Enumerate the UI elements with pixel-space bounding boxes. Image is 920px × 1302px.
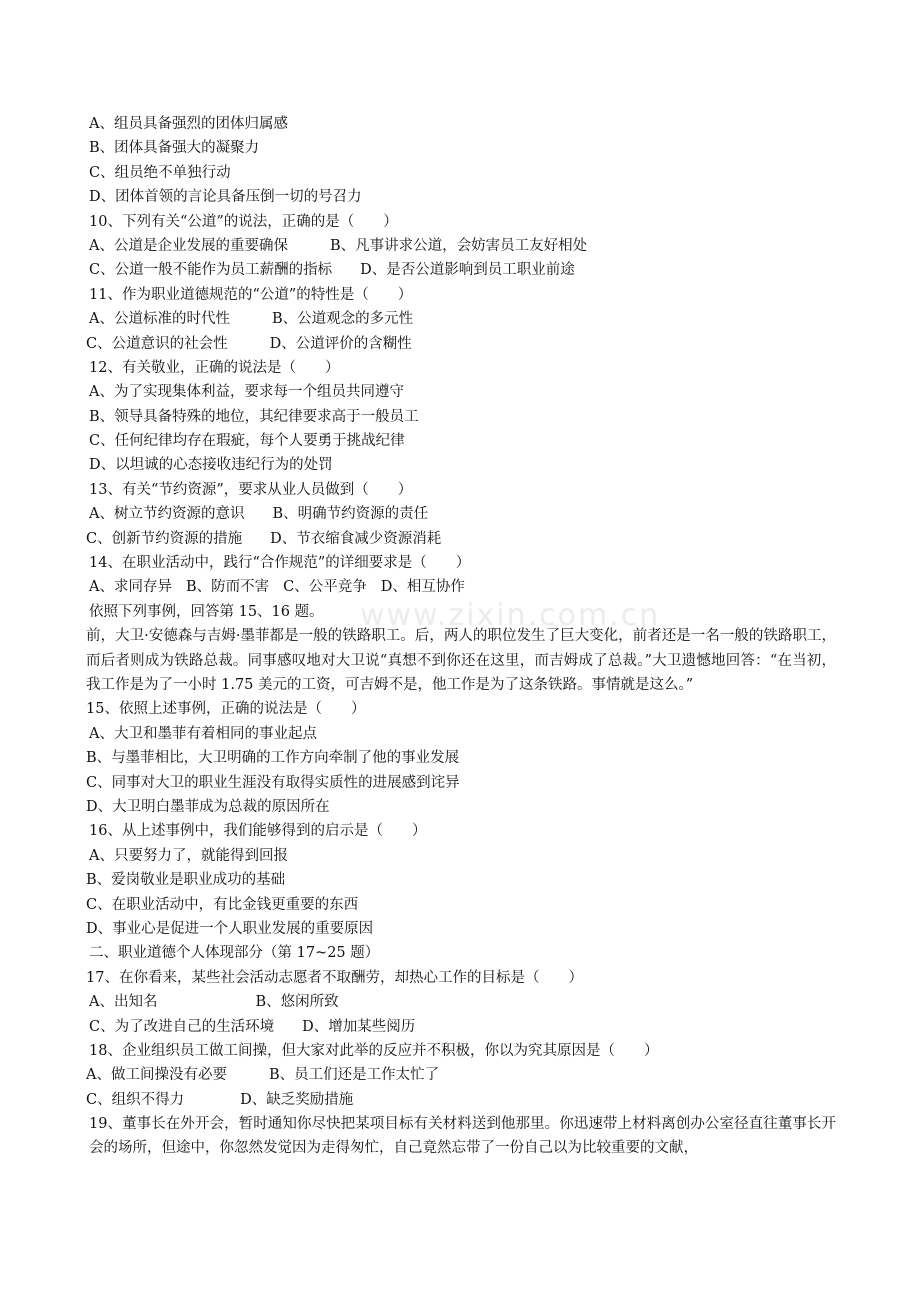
- q11-option-d: D、公道评价的含糊性: [269, 335, 412, 352]
- q17-options-ab: [86, 990, 836, 1014]
- q9-option-a: A、组员具备强烈的团体归属感: [89, 116, 288, 132]
- q17-option-d: D、增加某些阅历: [302, 1018, 416, 1035]
- q9-option-d: D、团体首领的言论具备压倒一切的号召力: [89, 189, 362, 206]
- q13-options-ab: [86, 502, 836, 526]
- q17-option-a: A、出知名: [89, 994, 158, 1011]
- q14-option-c: C、公平竞争: [283, 579, 367, 596]
- q18-options-ab: [86, 1063, 836, 1087]
- q10-options-ab: [86, 234, 836, 258]
- q11-option-c: C、公道意识的社会性: [86, 335, 228, 352]
- q19-stem: 19、董事长在外开会，暂时通知你尽快把某项目标有关材料送到他那里。你迅速带上材料离创办公室径直往董事长开会的场所，但途中，你忽然发觉因为走得匆忙，自己竟然忘带了一份自己以为比较重要的文献，: [89, 1116, 836, 1157]
- q16-stem: 16、从上述事例中，我们能够得到的启示是（ ）: [89, 823, 427, 840]
- q15-option-d: D、大卫明白墨菲成为总裁的原因所在: [86, 798, 330, 815]
- q14-stem: 14、在职业活动中，践行“合作规范”的详细要求是（ ）: [89, 555, 471, 572]
- q17-option-b: B、悠闲所致: [255, 994, 339, 1011]
- watermark: www.zixin.com.cn: [360, 598, 661, 633]
- q16-option-c: C、在职业活动中，有比金钱更重要的东西: [86, 896, 359, 913]
- q18-stem: 18、企业组织员工做工间操，但大家对此举的反应并不积极，你以为究其原因是（ ）: [89, 1042, 659, 1059]
- q9-option-b: B、团体具备强大的凝聚力: [89, 140, 260, 157]
- q11-option-a: A、公道标准的时代性: [89, 311, 230, 328]
- q17-options-cd: [86, 1015, 836, 1039]
- section-2-heading: 二、职业道德个人体现部分（第 17~25 题）: [89, 945, 380, 962]
- q15-option-c: C、同事对大卫的职业生涯没有取得实质性的进展感到诧异: [86, 774, 460, 791]
- q18-option-d: D、缺乏奖励措施: [240, 1091, 354, 1108]
- q13-stem: 13、有关“节约资源”，要求从业人员做到（ ）: [89, 481, 413, 498]
- case-text: 前，大卫·安德森与吉姆·墨菲都是一般的铁路职工。后，两人的职位发生了巨大变化，前者还是一名一般的铁路职工，而后者则成为铁路总裁。同事感叹地对大卫说“真想不到你还在这里，而吉姆成了总裁。”大卫遗憾地回答：“在当初，我工作是为了一小时 1.75 美元的工资，可吉姆不是，他工作是为了这条铁路。事情就是这么。”: [86, 628, 836, 694]
- q18-option-b: B、员工们还是工作太忙了: [268, 1067, 440, 1084]
- q13-option-b: B、明确节约资源的责任: [272, 506, 429, 523]
- q12-option-c: C、任何纪律均存在瑕疵，每个人要勇于挑战纪律: [89, 433, 405, 450]
- q10-option-d: D、是否公道影响到员工职业前途: [360, 262, 575, 279]
- q11-stem: 11、作为职业道德规范的“公道”的特性是（ ）: [89, 286, 413, 303]
- q10-option-a: A、公道是企业发展的重要确保: [89, 237, 288, 254]
- document-page: [86, 112, 836, 1161]
- q11-options-ab: [86, 307, 836, 331]
- q15-stem: 15、依照上述事例，正确的说法是（ ）: [86, 701, 366, 718]
- q16-option-b: B、爱岗敬业是职业成功的基础: [86, 872, 286, 889]
- q18-option-a: A、做工间操没有必要: [86, 1067, 227, 1084]
- q14-option-b: B、防而不害: [185, 579, 270, 596]
- q11-options-cd: [86, 332, 836, 356]
- q9-option-c: C、组员绝不单独行动: [89, 164, 231, 181]
- q16-option-d: D、事业心是促进一个人职业发展的重要原因: [86, 920, 374, 937]
- q17-stem: 17、在你看来，某些社会活动志愿者不取酬劳，却热心工作的目标是（ ）: [86, 969, 583, 986]
- q10-option-b: B、凡事讲求公道，会妨害员工友好相处: [329, 237, 588, 254]
- q18-option-c: C、组织不得力: [86, 1091, 185, 1108]
- q10-options-cd: [86, 258, 836, 282]
- q10-option-c: C、公道一般不能作为员工薪酬的指标: [89, 262, 333, 279]
- q18-options-cd: [86, 1088, 836, 1112]
- q16-option-a: A、只要努力了，就能得到回报: [89, 847, 288, 864]
- case-intro: 依照下列事例，回答第 15、16 题。: [89, 603, 324, 620]
- q13-option-a: A、树立节约资源的意识: [89, 506, 245, 523]
- q12-option-d: D、以坦诚的心态接收违纪行为的处罚: [89, 457, 333, 474]
- q14-options: [86, 575, 836, 599]
- q13-option-d: D、节衣缩食减少资源消耗: [270, 530, 442, 547]
- q15-option-b: B、与墨菲相比，大卫明确的工作方向牵制了他的事业发展: [86, 750, 460, 767]
- q11-option-b: B、公道观念的多元性: [271, 311, 414, 328]
- q10-stem: 10、下列有关“公道”的说法，正确的是（ ）: [89, 213, 398, 230]
- q12-stem: 12、有关敬业，正确的说法是（ ）: [89, 359, 340, 376]
- q17-option-c: C、为了改进自己的生活环境: [89, 1018, 275, 1035]
- q15-option-a: A、大卫和墨菲有着相同的事业起点: [89, 725, 317, 742]
- q13-options-cd: [86, 527, 836, 551]
- q12-option-b: B、领导具备特殊的地位，其纪律要求高于一般员工: [89, 408, 419, 425]
- q14-option-d: D、相互协作: [380, 579, 465, 596]
- q14-option-a: A、求同存异: [89, 579, 172, 596]
- q13-option-c: C、创新节约资源的措施: [86, 530, 243, 547]
- q12-option-a: A、为了实现集体利益，要求每一个组员共同遵守: [89, 384, 404, 401]
